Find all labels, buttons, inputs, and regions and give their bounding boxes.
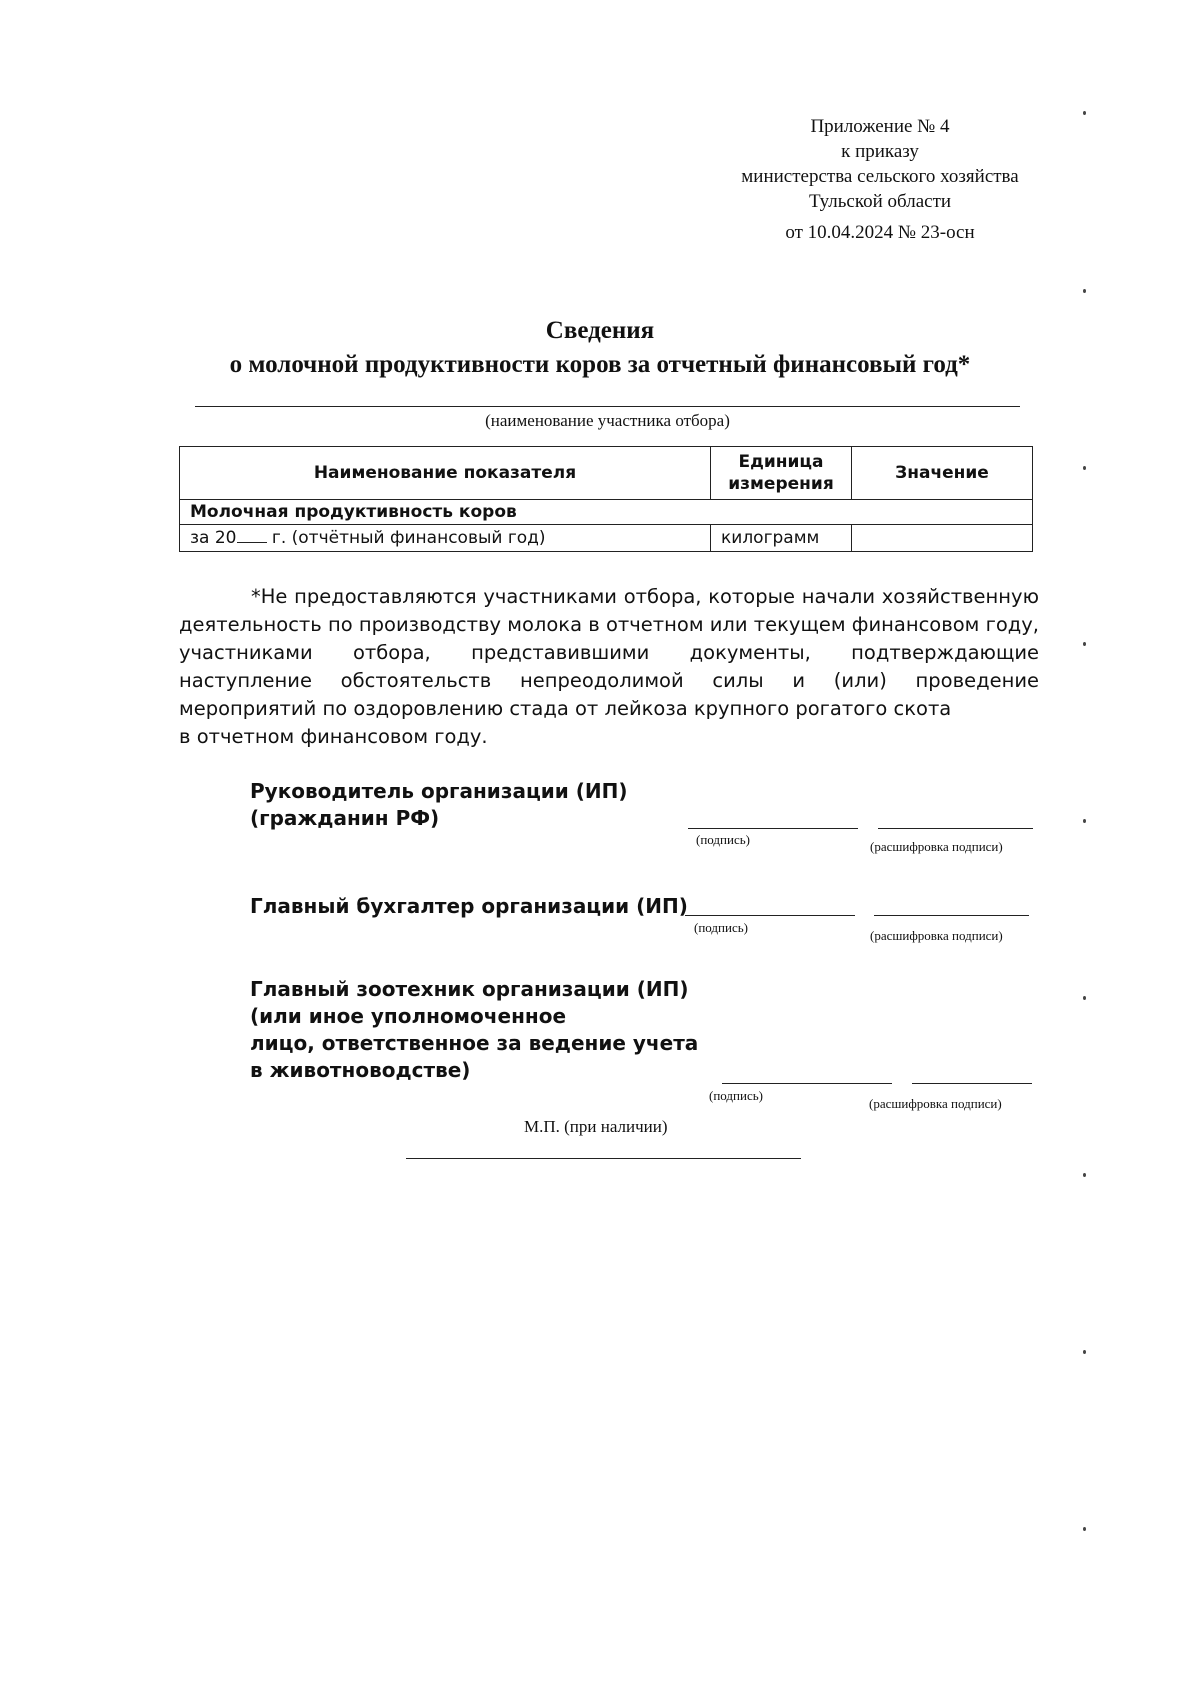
scan-mark <box>1083 466 1086 470</box>
scan-mark <box>1083 111 1086 115</box>
table-section-row <box>180 500 1033 525</box>
row-period-prefix: за 20 <box>190 528 237 548</box>
accountant-decode-line[interactable] <box>874 915 1029 916</box>
indicator-table <box>179 446 1033 552</box>
signature-zootech-line-4: в животноводстве) <box>250 1058 471 1082</box>
signature-accountant-title: Главный бухгалтер организации (ИП) <box>250 894 688 918</box>
zootech-signature-caption: (подпись) <box>709 1088 763 1103</box>
footnote-text-end: в отчетном финансовом году. <box>179 725 488 748</box>
scan-mark <box>1083 1173 1086 1177</box>
accountant-decode-caption: (расшифровка подписи) <box>870 928 1003 943</box>
head-signature-caption: (подпись) <box>696 832 750 847</box>
row-unit: килограмм <box>711 525 852 552</box>
signature-zootech-line-2: (или иное уполномоченное <box>250 1004 567 1028</box>
signature-head-title <box>250 778 628 832</box>
row-period-suffix: г. (отчётный финансовый год) <box>271 528 546 548</box>
region-name: Тульской области <box>808 191 952 212</box>
signature-head-line-1: Руководитель организации (ИП) <box>250 779 628 803</box>
org-name-line[interactable] <box>195 406 1020 407</box>
head-decode-caption: (расшифровка подписи) <box>870 839 1003 854</box>
org-name-caption: (наименование участника отбора) <box>485 411 730 430</box>
signature-zootech-title <box>250 976 698 1084</box>
header-unit: Единица измерения <box>711 447 852 500</box>
footnote-text: *Не предоставляются участниками отбора, которые начали хозяйственную деятельность по производству молока в отчетном или текущем финансовом году, участниками отбора, представившими документы, подтверждающие наступление обстоятельств непреодолимой силы и (или) проведение мероприятий по оздоровлению стада от лейкоза крупного рогатого скота <box>179 585 1039 720</box>
scan-mark <box>1083 1350 1086 1354</box>
appendix-number: Приложение № 4 <box>810 116 950 137</box>
appendix-header <box>720 114 1040 245</box>
footnote <box>179 583 1039 751</box>
year-blank-field[interactable] <box>237 528 267 543</box>
title-line-2: о молочной продуктивности коров за отчетный финансовый год* <box>229 351 971 378</box>
head-signature-line[interactable] <box>688 828 858 829</box>
zootech-signature-line[interactable] <box>722 1083 892 1084</box>
table-row <box>180 525 1033 552</box>
document-title <box>100 314 1100 382</box>
header-indicator-name: Наименование показателя <box>180 447 711 500</box>
zootech-decode-line[interactable] <box>912 1083 1032 1084</box>
head-decode-line[interactable] <box>878 828 1033 829</box>
row-value-cell[interactable] <box>852 525 1033 552</box>
scan-mark <box>1083 1527 1086 1531</box>
stamp-place: М.П. (при наличии) <box>524 1117 668 1136</box>
stamp-line <box>406 1158 801 1159</box>
scan-mark <box>1083 642 1086 646</box>
signature-zootech-line-1: Главный зоотехник организации (ИП) <box>250 977 689 1001</box>
accountant-signature-line[interactable] <box>685 915 855 916</box>
signature-head-line-2: (гражданин РФ) <box>250 806 440 830</box>
order-reference: к приказу <box>841 141 919 162</box>
scan-mark <box>1083 289 1086 293</box>
table-header-row <box>180 447 1033 500</box>
zootech-decode-caption: (расшифровка подписи) <box>869 1096 1002 1111</box>
signature-zootech-line-3: лицо, ответственное за ведение учета <box>250 1031 699 1055</box>
section-title: Молочная продуктивность коров <box>180 500 1033 525</box>
scan-mark <box>1083 996 1086 1000</box>
order-date: от 10.04.2024 № 23-осн <box>785 222 975 243</box>
row-period <box>180 525 711 552</box>
ministry-name: министерства сельского хозяйства <box>741 166 1019 187</box>
header-value: Значение <box>852 447 1033 500</box>
scan-mark <box>1083 819 1086 823</box>
title-line-1: Сведения <box>545 317 655 344</box>
accountant-signature-caption: (подпись) <box>694 920 748 935</box>
